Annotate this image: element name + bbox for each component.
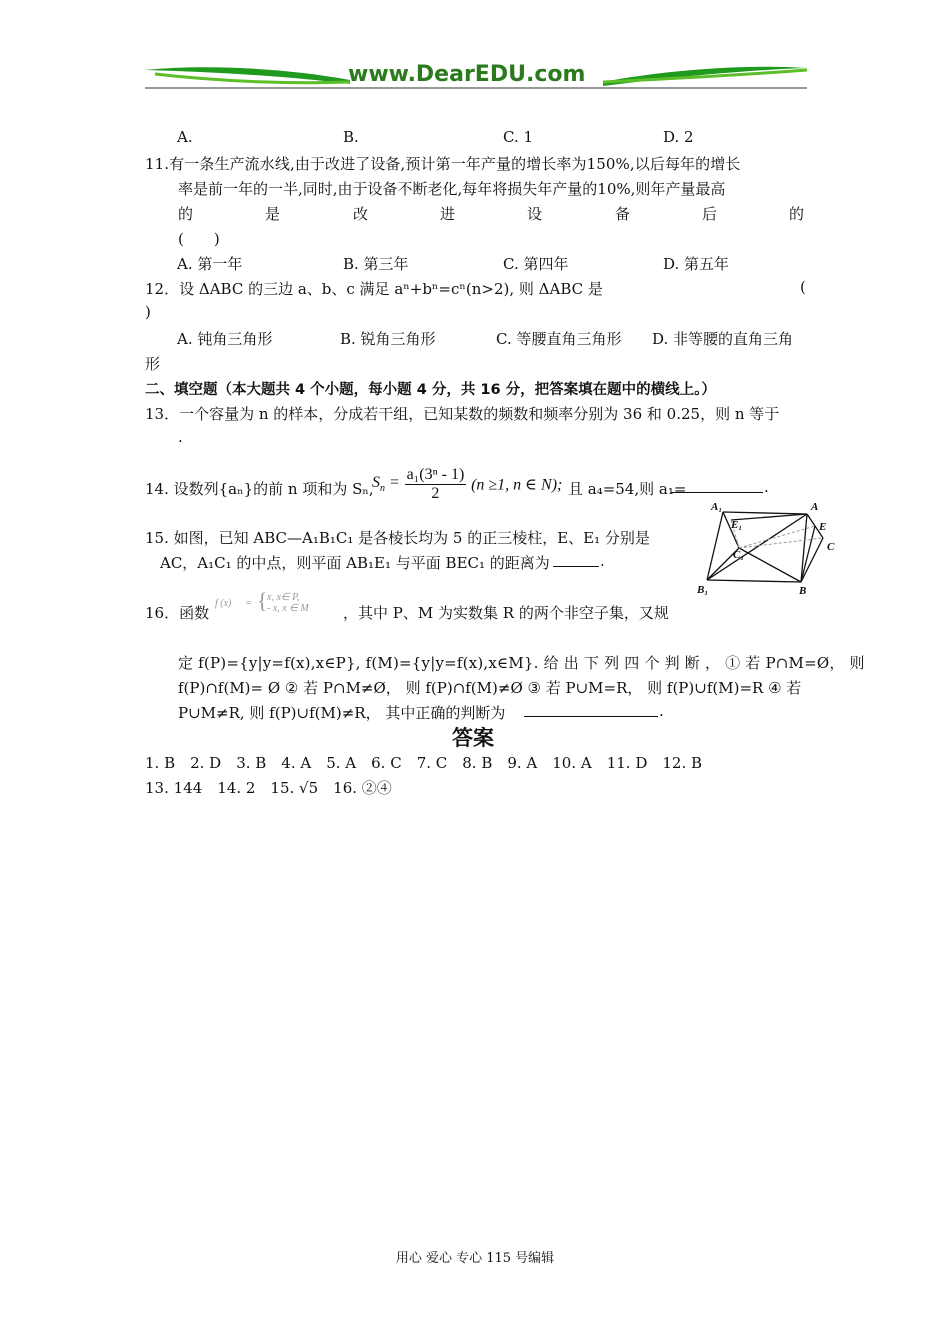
q11-answer-paren: ( ) xyxy=(178,230,220,248)
q11-option-d: D. 第五年 xyxy=(663,255,730,273)
q16-line4: P∪M≠R, 则 f(P)∪f(M)≠R， 其中正确的判断为 xyxy=(178,704,506,722)
q11-char: 设 xyxy=(527,205,543,223)
q14-fraction xyxy=(405,466,467,503)
q13-line1: 13．一个容量为 n 的样本，分成若干组，已知某数的频数和频率分别为 36 和 0.25，则 n 等于 xyxy=(145,405,780,423)
q14-tail: 且 a₄=54,则 a₁= xyxy=(568,480,687,498)
q12-paren-close: ) xyxy=(145,303,151,321)
q10-option-d: D. 2 xyxy=(663,128,694,146)
figure-label-b: B xyxy=(799,585,807,597)
q14-answer-blank[interactable] xyxy=(671,478,763,493)
q16-lead: 16．函数 xyxy=(145,604,210,622)
q15-answer-blank[interactable] xyxy=(553,552,599,567)
q14-end: . xyxy=(764,478,769,496)
q11-char: 是 xyxy=(265,205,281,223)
answers-title: 答案 xyxy=(452,726,494,750)
answers-row2: 13. 144 14. 2 15. √5 16. ②④ xyxy=(145,779,392,797)
svg-text:=: = xyxy=(245,598,252,609)
figure-label-e1: E₁ xyxy=(731,519,743,531)
q14-formula: $S_n$ = $\frac{\text{a₁(3ⁿ - 1)}}{2}$ (n ≥1, n ∈ N); xyxy=(372,466,563,502)
q15-line1: 15. 如图，已知 ABC—A₁B₁C₁ 是各棱长均为 5 的正三棱柱，E、E₁ 分别是 xyxy=(145,529,650,547)
q10-option-a: A. xyxy=(177,128,193,146)
svg-text:- x, x ∈ M: - x, x ∈ M xyxy=(267,603,309,614)
page-footer: 用心 爱心 专心 115 号编辑 xyxy=(395,1251,555,1266)
svg-text:f (x): f (x) xyxy=(215,598,232,609)
q14-condition: (n ≥1, n ∈ N); xyxy=(471,476,563,494)
figure-label-c: C xyxy=(827,541,835,553)
prism-figure xyxy=(695,498,845,598)
figure-label-a: A xyxy=(811,501,819,513)
answers-row1: 1. B 2. D 3. B 4. A 5. A 6. C 7. C 8. B 9. A 10. A 11. D 12. B xyxy=(145,754,703,772)
site-logo-text[interactable]: www.DearEDU.com xyxy=(348,62,586,87)
q11-char: 后 xyxy=(702,205,718,223)
q11-option-a: A. 第一年 xyxy=(177,255,243,273)
figure-label-a1: A₁ xyxy=(711,501,723,513)
q16-end: . xyxy=(659,702,664,720)
q14-fraction-denominator: 2 xyxy=(431,485,440,502)
q12-option-c: C. 等腰直角三角形 xyxy=(496,330,622,348)
q16-line3: f(P)∩f(M)= Ø ② 若 P∩M≠Ø， 则 f(P)∩f(M)≠Ø ③ 若 P∪M=R， 则 f(P)∪f(M)=R ④ 若 xyxy=(178,679,802,697)
q11-option-b: B. 第三年 xyxy=(343,255,409,273)
q11-line2: 率是前一年的一半,同时,由于设备不断老化,每年将损失年产量的10%,则年产量最高 xyxy=(178,180,726,198)
q10-option-b: B. xyxy=(343,128,359,146)
q15-end: . xyxy=(600,552,605,570)
q12-paren-open: ( xyxy=(800,278,806,296)
svg-text:{: { xyxy=(257,590,268,613)
q11-option-c: C. 第四年 xyxy=(503,255,569,273)
q12-stem: 12．设 ΔABC 的三边 a、b、c 满足 aⁿ+bⁿ=cⁿ(n>2), 则 ΔABC 是 xyxy=(145,280,603,298)
figure-label-c1: C₁ xyxy=(733,549,745,561)
q11-char: 的 xyxy=(789,205,805,223)
q12-option-wrap: 形 xyxy=(145,355,161,373)
q14-fraction-numerator: a₁(3ⁿ - 1) xyxy=(406,466,465,483)
q11-line1: 11.有一条生产流水线,由于改进了设备,预计第一年产量的增长率为150%,以后每年的增长 xyxy=(145,155,741,173)
q12-option-a: A. 钝角三角形 xyxy=(177,330,273,348)
q11-char: 改 xyxy=(353,205,369,223)
q12-option-b: B. 锐角三角形 xyxy=(340,330,436,348)
q11-char: 进 xyxy=(440,205,456,223)
q15-line2: AC，A₁C₁ 的中点，则平面 AB₁E₁ 与平面 BEC₁ 的距离为 xyxy=(160,554,550,572)
q16-line1: ，其中 P、M 为实数集 R 的两个非空子集，又规 xyxy=(343,604,669,622)
figure-label-b1: B₁ xyxy=(697,584,709,596)
q10-option-c: C. 1 xyxy=(503,128,534,146)
q13-line2: . xyxy=(178,428,183,446)
figure-label-e: E xyxy=(819,521,827,533)
q16-answer-blank[interactable] xyxy=(524,702,658,717)
q12-option-d: D. 非等腰的直角三角 xyxy=(652,330,794,348)
q11-char: 备 xyxy=(615,205,631,223)
section-heading: 二、填空题（本大题共 4 个小题，每小题 4 分，共 16 分，把答案填在题中的横线上。） xyxy=(145,382,716,398)
q11-char: 的 xyxy=(178,205,194,223)
svg-text:x, x∈ P,: x, x∈ P, xyxy=(267,592,300,603)
q16-line2: 定 f(P)={y|y=f(x),x∈P}, f(M)={y|y=f(x),x∈M}. 给 出 下 列 四 个 判 断 ， ① 若 P∩M=Ø， 则 xyxy=(178,654,865,672)
q14-stem: 14. 设数列{aₙ}的前 n 项和为 Sₙ, xyxy=(145,480,374,498)
q16-piecewise-formula xyxy=(215,590,355,616)
